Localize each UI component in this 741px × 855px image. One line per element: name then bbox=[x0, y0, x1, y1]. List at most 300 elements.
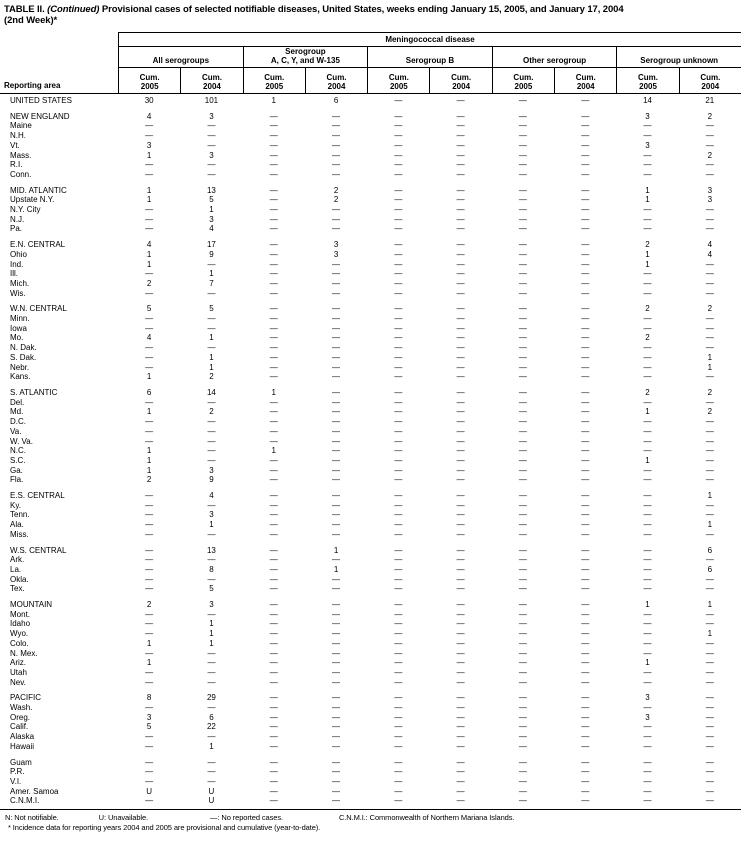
value-cell: — bbox=[269, 574, 278, 584]
value-cell: — bbox=[394, 722, 403, 732]
value-cell: — bbox=[332, 703, 341, 713]
value-cell: — bbox=[332, 693, 341, 703]
table-row bbox=[0, 767, 741, 777]
value-cell: — bbox=[581, 240, 590, 250]
reporting-area-cell: Nebr. bbox=[10, 362, 30, 372]
value-cell: — bbox=[518, 465, 527, 475]
reporting-area-cell: S. Dak. bbox=[10, 352, 37, 362]
value-cell: 4 bbox=[707, 249, 713, 259]
value-cell: — bbox=[581, 131, 590, 141]
value-cell: 4 bbox=[146, 333, 152, 343]
value-cell: — bbox=[581, 767, 590, 777]
value-cell: — bbox=[269, 160, 278, 170]
value-cell: — bbox=[518, 249, 527, 259]
value-cell: 3 bbox=[645, 140, 650, 150]
value-cell: — bbox=[394, 777, 403, 786]
value-cell: — bbox=[332, 387, 341, 397]
value-cell: — bbox=[518, 638, 527, 648]
value-cell: — bbox=[269, 584, 278, 594]
value-cell: — bbox=[518, 741, 527, 751]
value-cell: — bbox=[581, 638, 590, 648]
value-cell: — bbox=[705, 767, 714, 777]
value-cell: — bbox=[207, 288, 216, 298]
value-cell: — bbox=[581, 362, 590, 372]
value-cell: — bbox=[207, 574, 216, 584]
value-cell: — bbox=[456, 732, 465, 742]
value-cell: — bbox=[643, 426, 652, 436]
value-cell: 1 bbox=[209, 205, 214, 215]
value-cell: 5 bbox=[209, 304, 214, 314]
value-cell: — bbox=[145, 500, 154, 510]
reporting-area-cell: N.J. bbox=[10, 214, 25, 224]
value-cell: — bbox=[518, 436, 527, 446]
value-cell: — bbox=[207, 648, 216, 658]
table-title-line1 bbox=[4, 4, 739, 15]
value-cell: 2 bbox=[707, 407, 713, 417]
reporting-area-cell: NEW ENGLAND bbox=[10, 111, 70, 121]
value-cell: — bbox=[643, 638, 652, 648]
value-cell: 1 bbox=[146, 150, 152, 160]
value-cell: — bbox=[518, 304, 527, 314]
value-cell: 6 bbox=[209, 712, 214, 722]
value-cell: — bbox=[332, 140, 341, 150]
value-cell: — bbox=[705, 638, 714, 648]
value-cell: — bbox=[269, 658, 278, 668]
value-cell: — bbox=[269, 278, 278, 288]
year-label: 2005 bbox=[140, 82, 159, 91]
value-cell: 3 bbox=[645, 111, 650, 121]
value-cell: — bbox=[456, 96, 465, 105]
reporting-area-cell: Oreg. bbox=[10, 712, 31, 722]
table-row bbox=[0, 372, 741, 382]
value-cell: — bbox=[581, 96, 590, 105]
value-cell: — bbox=[332, 160, 341, 170]
value-cell: — bbox=[456, 574, 465, 584]
value-cell: 14 bbox=[643, 96, 652, 105]
value-cell: — bbox=[456, 491, 465, 501]
table-row bbox=[0, 186, 741, 196]
value-cell: — bbox=[394, 555, 403, 565]
table-title-prefix: TABLE II. bbox=[4, 4, 45, 15]
value-cell: — bbox=[643, 796, 652, 806]
value-cell: 6 bbox=[707, 564, 713, 574]
value-cell: — bbox=[456, 111, 465, 121]
value-cell: — bbox=[269, 600, 278, 610]
value-cell: — bbox=[581, 140, 590, 150]
value-cell: — bbox=[581, 741, 590, 751]
value-cell: — bbox=[394, 397, 403, 407]
value-cell: — bbox=[145, 677, 154, 687]
value-cell: — bbox=[456, 741, 465, 751]
footnote-legend bbox=[5, 813, 741, 823]
value-cell: — bbox=[705, 343, 714, 353]
table-row bbox=[0, 732, 741, 742]
value-cell: — bbox=[643, 121, 652, 131]
value-cell: — bbox=[518, 475, 527, 485]
reporting-area-cell: Mich. bbox=[10, 278, 30, 288]
value-cell: — bbox=[269, 333, 278, 343]
value-cell: — bbox=[518, 796, 527, 806]
value-cell: — bbox=[332, 397, 341, 407]
value-cell: — bbox=[581, 786, 590, 796]
table-row bbox=[0, 639, 741, 649]
value-cell: 3 bbox=[707, 185, 713, 195]
value-cell: 30 bbox=[144, 96, 154, 105]
value-cell: — bbox=[456, 648, 465, 658]
value-cell: 1 bbox=[146, 185, 152, 195]
value-cell: — bbox=[207, 323, 216, 333]
value-cell: U bbox=[208, 796, 215, 806]
value-cell: — bbox=[207, 777, 216, 786]
value-cell: — bbox=[518, 455, 527, 465]
column-header-cum-2004-2 bbox=[429, 68, 491, 93]
reporting-area-cell: Conn. bbox=[10, 169, 32, 179]
value-cell: — bbox=[581, 732, 590, 742]
table-row bbox=[0, 575, 741, 585]
value-cell: — bbox=[145, 362, 154, 372]
value-cell: — bbox=[269, 629, 278, 639]
table-row bbox=[0, 565, 741, 575]
value-cell: — bbox=[332, 426, 341, 436]
reporting-area-cell: Ark. bbox=[10, 555, 25, 565]
value-cell: — bbox=[456, 240, 465, 250]
value-cell: — bbox=[394, 314, 403, 324]
value-cell: — bbox=[581, 500, 590, 510]
value-cell: — bbox=[643, 269, 652, 279]
value-cell: 1 bbox=[271, 387, 276, 397]
reporting-area-cell: E.N. CENTRAL bbox=[10, 240, 66, 250]
value-cell: — bbox=[269, 619, 278, 629]
value-cell: — bbox=[332, 491, 341, 501]
value-cell: — bbox=[332, 205, 341, 215]
reporting-area-cell: Maine bbox=[10, 121, 32, 131]
value-cell: — bbox=[269, 757, 278, 767]
reporting-area-cell: Wis. bbox=[10, 288, 26, 298]
year-label: 2004 bbox=[327, 82, 346, 91]
table-row bbox=[0, 333, 741, 343]
cum-label: Cum. bbox=[326, 73, 347, 82]
value-cell: — bbox=[705, 372, 714, 382]
value-cell: — bbox=[643, 205, 652, 215]
value-cell: — bbox=[394, 131, 403, 141]
value-cell: — bbox=[145, 160, 154, 170]
table-row bbox=[0, 279, 741, 289]
value-cell: — bbox=[394, 619, 403, 629]
value-cell: — bbox=[456, 703, 465, 713]
reporting-area-cell: Upstate N.Y. bbox=[10, 195, 55, 205]
value-cell: — bbox=[394, 372, 403, 382]
reporting-area-cell: N. Dak. bbox=[10, 343, 37, 353]
reporting-area-cell: MID. ATLANTIC bbox=[10, 185, 67, 195]
value-cell: — bbox=[145, 629, 154, 639]
value-cell: — bbox=[145, 205, 154, 215]
value-cell: — bbox=[394, 574, 403, 584]
value-cell: 1 bbox=[333, 545, 339, 555]
table-row bbox=[0, 796, 741, 806]
value-cell: — bbox=[581, 757, 590, 767]
cum-label: Cum. bbox=[264, 73, 285, 82]
value-cell: 1 bbox=[146, 465, 152, 475]
value-cell: — bbox=[518, 214, 527, 224]
value-cell: — bbox=[456, 278, 465, 288]
value-cell: — bbox=[581, 455, 590, 465]
value-cell: — bbox=[456, 259, 465, 269]
value-cell: — bbox=[518, 619, 527, 629]
value-cell: 2 bbox=[333, 195, 339, 205]
value-cell: — bbox=[581, 446, 590, 456]
value-cell: — bbox=[643, 703, 652, 713]
value-cell: — bbox=[332, 510, 341, 520]
table-row bbox=[0, 343, 741, 353]
value-cell: — bbox=[332, 214, 341, 224]
value-cell: — bbox=[581, 314, 590, 324]
value-cell: — bbox=[456, 304, 465, 314]
value-cell: — bbox=[332, 224, 341, 234]
value-cell: — bbox=[145, 767, 154, 777]
value-cell: — bbox=[394, 111, 403, 121]
value-cell: — bbox=[581, 491, 590, 501]
value-cell: — bbox=[581, 722, 590, 732]
value-cell: — bbox=[332, 712, 341, 722]
value-cell: — bbox=[394, 545, 403, 555]
value-cell: — bbox=[643, 777, 652, 786]
value-cell: — bbox=[145, 648, 154, 658]
table-row bbox=[0, 195, 741, 205]
value-cell: — bbox=[456, 387, 465, 397]
value-cell: — bbox=[269, 314, 278, 324]
value-cell: — bbox=[456, 658, 465, 668]
value-cell: — bbox=[394, 609, 403, 619]
value-cell: — bbox=[394, 529, 403, 539]
value-cell: — bbox=[518, 629, 527, 639]
value-cell: 1 bbox=[645, 455, 650, 465]
value-cell: — bbox=[332, 446, 341, 456]
value-cell: — bbox=[581, 160, 590, 170]
value-cell: — bbox=[394, 407, 403, 417]
value-cell: — bbox=[518, 323, 527, 333]
value-cell: — bbox=[456, 224, 465, 234]
value-cell: — bbox=[456, 529, 465, 539]
value-cell: 7 bbox=[209, 278, 214, 288]
value-cell: — bbox=[705, 609, 714, 619]
value-cell: 3 bbox=[333, 249, 339, 259]
value-cell: — bbox=[269, 545, 278, 555]
value-cell: — bbox=[705, 574, 714, 584]
value-cell: — bbox=[456, 169, 465, 179]
value-cell: — bbox=[518, 121, 527, 131]
value-cell: 1 bbox=[209, 362, 214, 372]
value-cell: — bbox=[643, 648, 652, 658]
value-cell: — bbox=[332, 658, 341, 668]
value-cell: 1 bbox=[146, 638, 152, 648]
value-cell: 3 bbox=[645, 693, 650, 703]
value-cell: — bbox=[581, 600, 590, 610]
value-cell: 5 bbox=[146, 722, 152, 732]
value-cell: — bbox=[145, 269, 154, 279]
value-cell: 2 bbox=[707, 304, 713, 314]
reporting-area-cell: Md. bbox=[10, 407, 24, 417]
value-cell: — bbox=[394, 491, 403, 501]
value-cell: — bbox=[518, 574, 527, 584]
serogroup-header-2 bbox=[367, 47, 492, 67]
value-cell: — bbox=[705, 648, 714, 658]
value-cell: — bbox=[207, 703, 216, 713]
value-cell: — bbox=[705, 741, 714, 751]
table-row bbox=[0, 260, 741, 270]
value-cell: — bbox=[643, 343, 652, 353]
column-header-cum-2005-1 bbox=[243, 68, 305, 93]
value-cell: — bbox=[394, 564, 403, 574]
serogroup-header-line2: Serogroup unknown bbox=[640, 56, 719, 65]
table-section bbox=[0, 600, 741, 687]
value-cell: — bbox=[518, 185, 527, 195]
value-cell: — bbox=[643, 629, 652, 639]
value-cell: — bbox=[643, 446, 652, 456]
reporting-area-cell: Hawaii bbox=[10, 741, 35, 751]
value-cell: — bbox=[207, 677, 216, 687]
value-cell: — bbox=[643, 323, 652, 333]
table-row bbox=[0, 456, 741, 466]
reporting-area-cell: E.S. CENTRAL bbox=[10, 491, 65, 501]
value-cell: — bbox=[518, 722, 527, 732]
value-cell: 1 bbox=[645, 195, 650, 205]
value-cell: 3 bbox=[209, 465, 214, 475]
value-cell: — bbox=[145, 619, 154, 629]
value-cell: — bbox=[207, 397, 216, 407]
value-cell: — bbox=[518, 205, 527, 215]
cum-header-row bbox=[118, 68, 741, 93]
value-cell: 3 bbox=[146, 712, 152, 722]
value-cell: — bbox=[518, 96, 527, 105]
value-cell: — bbox=[269, 609, 278, 619]
table-row bbox=[0, 619, 741, 629]
table-row bbox=[0, 703, 741, 713]
value-cell: — bbox=[456, 333, 465, 343]
value-cell: 3 bbox=[209, 111, 214, 121]
value-cell: — bbox=[394, 767, 403, 777]
cum-label: Cum. bbox=[513, 73, 534, 82]
reporting-area-cell: Ind. bbox=[10, 259, 24, 269]
value-cell: — bbox=[643, 417, 652, 427]
value-cell: 3 bbox=[645, 712, 650, 722]
value-cell: 9 bbox=[209, 249, 214, 259]
reporting-area-cell: Kans. bbox=[10, 372, 31, 382]
reporting-area-cell: Miss. bbox=[10, 529, 29, 539]
value-cell: 2 bbox=[209, 372, 214, 382]
value-cell: — bbox=[705, 214, 714, 224]
value-cell: — bbox=[705, 667, 714, 677]
value-cell: — bbox=[518, 372, 527, 382]
value-cell: — bbox=[269, 436, 278, 446]
value-cell: — bbox=[332, 278, 341, 288]
table-row bbox=[0, 112, 741, 122]
value-cell: 1 bbox=[209, 638, 214, 648]
value-cell: — bbox=[705, 426, 714, 436]
value-cell: — bbox=[518, 564, 527, 574]
value-cell: — bbox=[145, 214, 154, 224]
value-cell: 1 bbox=[645, 249, 650, 259]
serogroup-header-line1: Serogroup bbox=[285, 47, 326, 56]
value-cell: — bbox=[518, 288, 527, 298]
value-cell: — bbox=[581, 185, 590, 195]
value-cell: — bbox=[207, 160, 216, 170]
value-cell: — bbox=[581, 417, 590, 427]
table-section bbox=[0, 96, 741, 106]
value-cell: — bbox=[332, 786, 341, 796]
value-cell: — bbox=[643, 465, 652, 475]
value-cell: — bbox=[456, 767, 465, 777]
value-cell: 5 bbox=[209, 584, 214, 594]
value-cell: — bbox=[518, 491, 527, 501]
value-cell: — bbox=[145, 121, 154, 131]
value-cell: — bbox=[394, 352, 403, 362]
value-cell: — bbox=[269, 111, 278, 121]
value-cell: — bbox=[643, 555, 652, 565]
table-row bbox=[0, 427, 741, 437]
reporting-area-cell: S. ATLANTIC bbox=[10, 387, 58, 397]
reporting-area-cell: MOUNTAIN bbox=[10, 600, 53, 610]
value-cell: 29 bbox=[206, 693, 216, 703]
value-cell: — bbox=[269, 417, 278, 427]
year-label: 2004 bbox=[203, 82, 221, 91]
value-cell: — bbox=[456, 372, 465, 382]
value-cell: — bbox=[207, 529, 216, 539]
value-cell: — bbox=[581, 545, 590, 555]
value-cell: — bbox=[705, 732, 714, 742]
footnote-not-notifiable: N: Not notifiable. bbox=[5, 813, 59, 823]
reporting-area-cell: N.H. bbox=[10, 131, 26, 141]
value-cell: — bbox=[581, 712, 590, 722]
value-cell: — bbox=[394, 240, 403, 250]
value-cell: — bbox=[269, 140, 278, 150]
value-cell: — bbox=[332, 150, 341, 160]
year-label: 2004 bbox=[701, 82, 720, 91]
footnote-asterisk: * Incidence data for reporting years 2004 and 2005 are provisional and cumulative (year-to-date). bbox=[8, 823, 321, 833]
value-cell: — bbox=[518, 140, 527, 150]
value-cell: — bbox=[643, 278, 652, 288]
value-cell: — bbox=[207, 767, 216, 777]
value-cell: 6 bbox=[146, 387, 152, 397]
value-cell: — bbox=[518, 693, 527, 703]
table-section bbox=[0, 304, 741, 382]
value-cell: — bbox=[456, 722, 465, 732]
value-cell: — bbox=[394, 667, 403, 677]
value-cell: — bbox=[207, 455, 216, 465]
value-cell: — bbox=[456, 619, 465, 629]
value-cell: — bbox=[145, 314, 154, 324]
value-cell: — bbox=[456, 475, 465, 485]
value-cell: 1 bbox=[209, 520, 214, 530]
value-cell: — bbox=[145, 564, 154, 574]
cum-label: Cum. bbox=[139, 73, 160, 82]
value-cell: 1 bbox=[645, 259, 650, 269]
value-cell: 1 bbox=[645, 407, 650, 417]
value-cell: — bbox=[456, 693, 465, 703]
value-cell: — bbox=[332, 455, 341, 465]
value-cell: 8 bbox=[146, 693, 152, 703]
value-cell: — bbox=[643, 131, 652, 141]
value-cell: — bbox=[394, 584, 403, 594]
value-cell: — bbox=[518, 600, 527, 610]
value-cell: — bbox=[394, 786, 403, 796]
value-cell: — bbox=[269, 732, 278, 742]
value-cell: — bbox=[269, 667, 278, 677]
value-cell: — bbox=[581, 323, 590, 333]
value-cell: 3 bbox=[209, 600, 214, 610]
value-cell: U bbox=[208, 786, 215, 796]
value-cell: — bbox=[581, 520, 590, 530]
value-cell: — bbox=[518, 314, 527, 324]
